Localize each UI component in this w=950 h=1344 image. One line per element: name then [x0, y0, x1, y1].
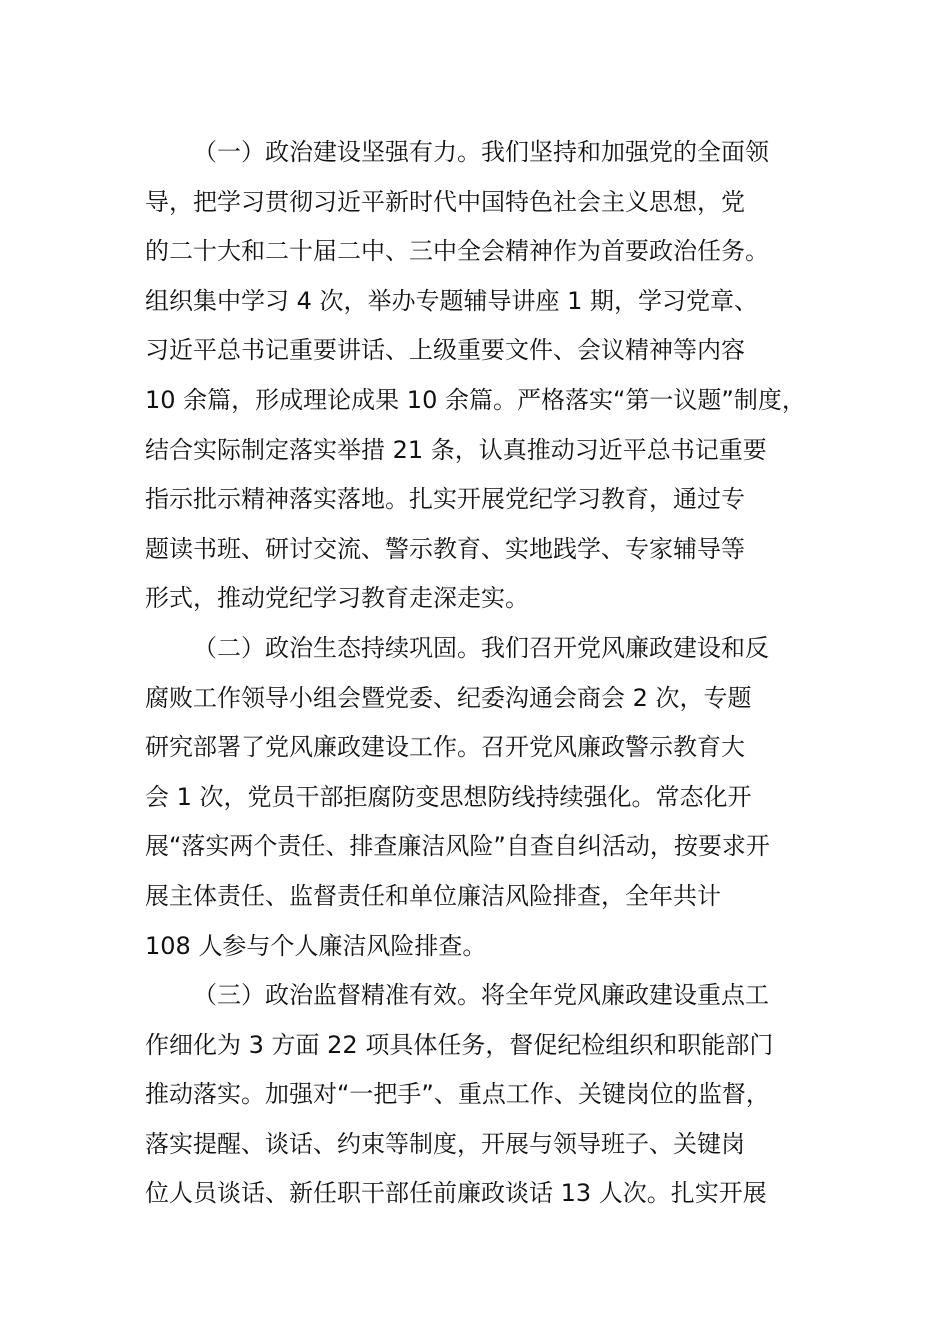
paragraph-line: 108 人参与个人廉洁风险排查。: [145, 931, 487, 960]
paragraph-line: 形式，推动党纪学习教育走深走实。: [145, 584, 529, 613]
paragraph-political-construction: [145, 128, 825, 624]
paragraph-line: 展主体责任、监督责任和单位廉洁风险排查，全年共计: [145, 881, 721, 910]
paragraph-line: 研究部署了党风廉政建设工作。召开党风廉政警示教育大: [145, 733, 745, 762]
paragraph-line: 展“落实两个责任、排查廉洁风险”自查自纠活动，按要求开: [145, 832, 770, 861]
paragraph-political-ecology: [145, 624, 825, 971]
document-body: [145, 128, 825, 1219]
paragraph-line: 的二十大和二十届二中、三中全会精神作为首要政治任务。: [145, 237, 769, 266]
paragraph-line: 习近平总书记重要讲话、上级重要文件、会议精神等内容: [145, 336, 745, 365]
paragraph-line: 会 1 次，党员干部拒腐防变思想防线持续强化。常态化开: [145, 782, 752, 811]
paragraph-line: 10 余篇，形成理论成果 10 余篇。严格落实“第一议题”制度，: [145, 385, 806, 414]
paragraph-line: 指示批示精神落实落地。扎实开展党纪学习教育，通过专: [145, 485, 745, 514]
paragraph-line: （一）政治建设坚强有力。我们坚持和加强党的全面领: [193, 138, 769, 166]
paragraph-line: 落实提醒、谈话、约束等制度，开展与领导班子、关键岗: [145, 1129, 745, 1158]
paragraph-line: 腐败工作领导小组会暨党委、纪委沟通会商会 2 次，专题: [145, 683, 752, 712]
paragraph-line: 作细化为 3 方面 22 项具体任务，督促纪检组织和职能部门: [145, 1030, 774, 1059]
paragraph-line: 推动落实。加强对“一把手”、重点工作、关键岗位的监督，: [145, 1080, 770, 1109]
paragraph-line: 结合实际制定落实举措 21 条，认真推动习近平总书记重要: [145, 435, 767, 464]
paragraph-line: 导，把学习贯彻习近平新时代中国特色社会主义思想，党: [145, 187, 745, 216]
paragraph-line: 组织集中学习 4 次，举办专题辅导讲座 1 期，学习党章、: [145, 286, 759, 315]
paragraph-line: 题读书班、研讨交流、警示教育、实地践学、专家辅导等: [145, 534, 745, 563]
paragraph-political-supervision: [145, 971, 825, 1219]
paragraph-line: 位人员谈话、新任职干部任前廉政谈话 13 人次。扎实开展: [145, 1179, 767, 1208]
paragraph-line: （二）政治生态持续巩固。我们召开党风廉政建设和反: [193, 633, 769, 662]
paragraph-line: （三）政治监督精准有效。将全年党风廉政建设重点工: [193, 981, 769, 1010]
